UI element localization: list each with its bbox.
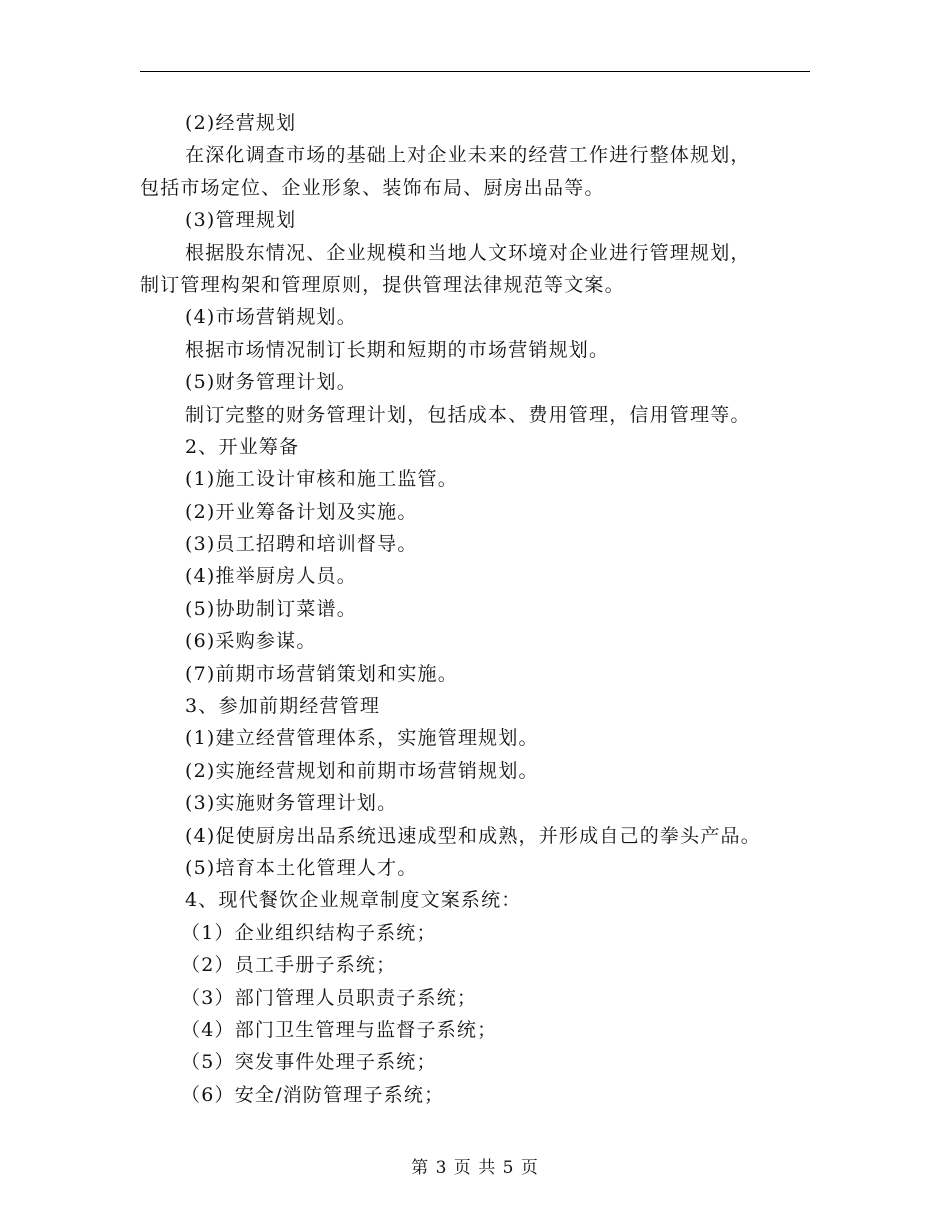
paragraph-line: 根据市场情况制订长期和短期的市场营销规划。 [185, 338, 610, 361]
paragraph-line: （4）部门卫生管理与监督子系统； [181, 1018, 498, 1041]
document-body [140, 107, 820, 1111]
paragraph-line: (1)建立经营管理体系，实施管理规划。 [185, 727, 539, 750]
paragraph-line: 包括市场定位、企业形象、装饰布局、厨房出品等。 [140, 176, 605, 199]
paragraph-line: （1）企业组织结构子系统； [181, 921, 437, 944]
paragraph-line: (4)推举厨房人员。 [185, 565, 357, 588]
paragraph-line: (6)采购参谋。 [185, 630, 317, 653]
paragraph-line: (3)管理规划 [185, 209, 297, 232]
paragraph-line: （5）突发事件处理子系统； [181, 1051, 437, 1074]
paragraph-line: (5)财务管理计划。 [185, 371, 357, 394]
paragraph-line: (2)经营规划 [185, 112, 297, 134]
paragraph-line: (2)开业筹备计划及实施。 [185, 500, 418, 523]
header-rule [140, 71, 810, 72]
paragraph-line: (3)员工招聘和培训督导。 [185, 533, 418, 556]
paragraph-line: (2)实施经营规划和前期市场营销规划。 [185, 759, 539, 782]
paragraph-line: 根据股东情况、企业规模和当地人文环境对企业进行管理规划， [185, 241, 751, 264]
paragraph-line: (5)协助制订菜谱。 [185, 597, 357, 620]
paragraph-line: 3、参加前期经营管理 [185, 695, 381, 718]
paragraph-line: (5)培育本土化管理人才。 [185, 856, 418, 879]
paragraph-line: （2）员工手册子系统； [181, 954, 397, 977]
paragraph-line: （6）安全/消防管理子系统； [181, 1083, 445, 1106]
paragraph-line: 2、开业筹备 [185, 435, 300, 458]
paragraph-line: （3）部门管理人员职责子系统； [181, 986, 478, 1009]
paragraph-line: (1)施工设计审核和施工监管。 [185, 468, 458, 491]
paragraph-line: (4)市场营销规划。 [185, 306, 357, 329]
paragraph-line: 在深化调查市场的基础上对企业未来的经营工作进行整体规划， [185, 144, 751, 167]
paragraph-line: (4)促使厨房出品系统迅速成型和成熟，并形成自己的拳头产品。 [185, 824, 761, 847]
paragraph-line: 制订管理构架和管理原则，提供管理法律规范等文案。 [140, 273, 625, 296]
paragraph-line: (3)实施财务管理计划。 [185, 792, 398, 815]
page-number: 第 3 页 共 5 页 [411, 1158, 539, 1178]
paragraph-line: 4、现代餐饮企业规章制度文案系统： [185, 889, 522, 912]
paragraph-line: 制订完整的财务管理计划，包括成本、费用管理，信用管理等。 [185, 403, 751, 426]
paragraph-line: (7)前期市场营销策划和实施。 [185, 662, 458, 685]
